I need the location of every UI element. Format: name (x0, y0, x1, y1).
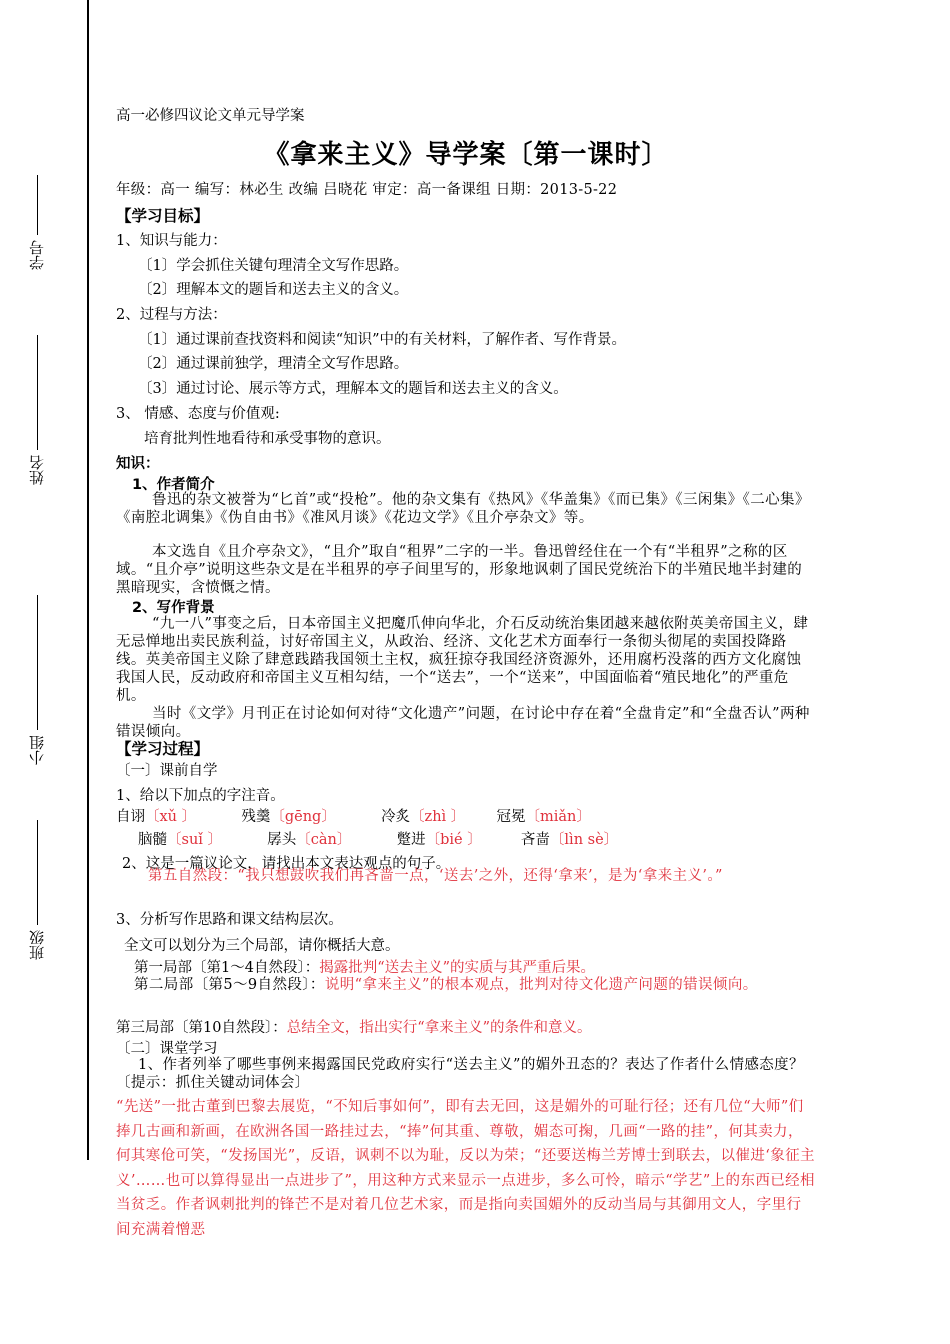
author-heading: 1、作者简介 (132, 477, 215, 493)
pinyin-word: 蹩进 (396, 832, 426, 848)
author-paragraph: 本文选自《且介亭杂文》，“且介”取自“租界”二字的一半。鲁迅曾经住在一个有“半租界”之称的区域。“且介亭”说明这些杂文是在半租界的亭子间里写的，形象地讽刺了国民党统治下的半殖民地半封建的黑暗现实，含愤慨之情。 (116, 544, 803, 596)
pinyin-answer: 〔bié 〕 (425, 832, 482, 848)
pinyin-row (138, 828, 618, 849)
goal-item: 〔1〕学会抓住关键句理清全文写作思路。 (138, 258, 409, 274)
section-3-row (116, 1016, 592, 1037)
background-paragraph: 当时《文学》月刊正在讨论如何对待“文化遗产”问题，在讨论中存在着“全盘肯定”和“全盘否认”两种错误倾向。 (116, 706, 810, 740)
page-title: 《拿来主义》导学案〔第一课时〕 (263, 140, 669, 170)
question-1: 1、给以下加点的字注音。 (116, 788, 285, 804)
section-label: 第一局部〔第1～4自然段〕： (134, 960, 320, 976)
goal-item: 〔1〕通过课前查找资料和阅读“知识”中的有关材料，了解作者、写作背景。 (138, 332, 627, 348)
pinyin-word: 残羹 (241, 809, 271, 825)
pinyin-row (116, 805, 591, 826)
pinyin-word: 孱头 (267, 832, 297, 848)
question-3: 3、分析写作思路和课文结构层次。 (116, 912, 343, 928)
process-heading: 【学习过程】 (116, 740, 210, 758)
pinyin-word: 冠冕 (496, 809, 526, 825)
section-answer: 揭露批判“送去主义”的实质与其严重后果。 (319, 960, 596, 976)
goal-item: 〔2〕理解本文的题旨和送去主义的含义。 (138, 282, 409, 298)
student-number-line (37, 175, 38, 235)
student-number-label: 学号 (28, 240, 46, 270)
pinyin-word: 冷炙 (381, 809, 411, 825)
answer-2: 第五自然段：“我只想鼓吹我们再吝啬一点，‘送去’之外，还得‘拿来’，是为‘拿来主义’。” (148, 868, 723, 884)
question-3-intro: 全文可以划分为三个局部，请你概括大意。 (124, 938, 400, 954)
name-line (37, 335, 38, 450)
group-field (28, 735, 48, 765)
goal-section-1: 1、知识与能力： (116, 233, 227, 249)
pinyin-answer: 〔gēng〕 (270, 809, 336, 825)
background-heading: 2、写作背景 (132, 600, 215, 616)
background-paragraph: “九一八”事变之后，日本帝国主义把魔爪伸向华北，介石反动统治集团越来越依附英美帝国主义，肆无忌惮地出卖民族利益，讨好帝国主义，从政治、经济、文化艺术方面奉行一条彻头彻尾的卖国投降路线。英美帝国主义除了肆意践踏我国领土主权，疯狂掠夺我国经济资源外，还用腐朽没落的西方文化腐蚀我国人民，反动政府和帝国主义互相勾结，一个“送去”，一个“送来”，中国面临着“殖民地化”的严重危机。 (116, 616, 809, 704)
group-line (37, 595, 38, 730)
goals-heading: 【学习目标】 (116, 207, 210, 225)
knowledge-heading: 知识： (116, 456, 160, 472)
section-label: 第二局部〔第5～9自然段〕： (134, 977, 325, 993)
student-number-field (28, 240, 48, 270)
part-2-label: 〔二〕课堂学习 (116, 1041, 218, 1057)
meta-line: 年级：高一 编写：林必生 改编 吕晓花 审定：高一备课组 日期：2013-5-22 (116, 182, 618, 198)
section-answer: 说明“拿来主义”的根本观点，批判对待文化遗产问题的错误倾向。 (324, 977, 758, 993)
author-paragraph: 鲁迅的杂文被誉为“匕首”或“投枪”。他的杂文集有《热风》《华盖集》《而已集》《三闲集》《二心集》《南腔北调集》《伪自由书》《准风月谈》《花边文学》《且介亭杂文》等。 (116, 492, 810, 526)
goal-section-3: 3、 情感、态度与价值观: (116, 406, 280, 422)
pinyin-answer: 〔lìn sè〕 (549, 832, 619, 848)
pinyin-word: 自诩 (116, 809, 145, 825)
binding-margin (0, 0, 89, 1160)
section-2-row (116, 975, 816, 995)
pinyin-answer: 〔suǐ 〕 (167, 832, 223, 848)
pinyin-answer: 〔càn〕 (296, 832, 352, 848)
section-label: 第三局部〔第10自然段〕： (116, 1020, 287, 1036)
question-2: 2、这是一篇议论文，请找出本文表达观点的句子。 (122, 856, 451, 872)
goal-item: 〔3〕通过讨论、展示等方式，理解本文的题旨和送去主义的含义。 (138, 381, 568, 397)
name-field (28, 455, 48, 485)
goal-item: 培育批判性地看待和承受事物的意识。 (144, 431, 391, 447)
class-field (28, 930, 48, 960)
name-label: 姓名 (28, 455, 46, 485)
class-question-1: 1、作者列举了哪些事例来揭露国民党政府实行“送去主义”的媚外丑态的？表达了作者什么情感态度？〔提示：抓住关键动词体会〕 (116, 1057, 804, 1091)
pinyin-word: 脑髓 (138, 832, 167, 848)
pinyin-answer: 〔xǔ 〕 (145, 809, 197, 825)
goal-item: 〔2〕通过课前独学，理清全文写作思路。 (138, 356, 409, 372)
class-line (37, 820, 38, 925)
pinyin-answer: 〔zhì 〕 (410, 809, 466, 825)
pinyin-word: 吝啬 (520, 832, 550, 848)
course-label: 高一必修四议论文单元导学案 (116, 108, 305, 124)
goal-section-2: 2、过程与方法： (116, 307, 227, 323)
section-answer: 总结全文，指出实行“拿来主义”的条件和意义。 (286, 1020, 592, 1036)
class-label: 班级 (28, 930, 46, 960)
section-1-row (134, 956, 595, 977)
group-label: 小组 (28, 735, 46, 765)
class-answer-1: “先送”一批古董到巴黎去展览，“不知后事如何”，即有去无回，这是媚外的可耻行径；还有几位“大师”们捧几古画和新画，在欧洲各国一路挂过去，“捧”何其重、尊敬，媚态可掬，几画“一路的挂”，何其卖力，何其寒伧可笑，“发扬国光”，反语，讽刺不以为耻，反以为荣；“还要送梅兰芳博士到联去，以催进‘象征主义’……也可以算得显出一点进步了”，用这种方式来显示一点进步，多么可怜，暗示“学艺”上的东西已经相当贫乏。作者讽刺批判的锋芒不是对着几位艺术家，而是指向卖国媚外的反动当局与其御用文人，字里行间充满着憎恶 (116, 1099, 815, 1238)
part-1-label: 〔一〕课前自学 (116, 763, 218, 779)
pinyin-answer: 〔miǎn〕 (525, 809, 591, 825)
